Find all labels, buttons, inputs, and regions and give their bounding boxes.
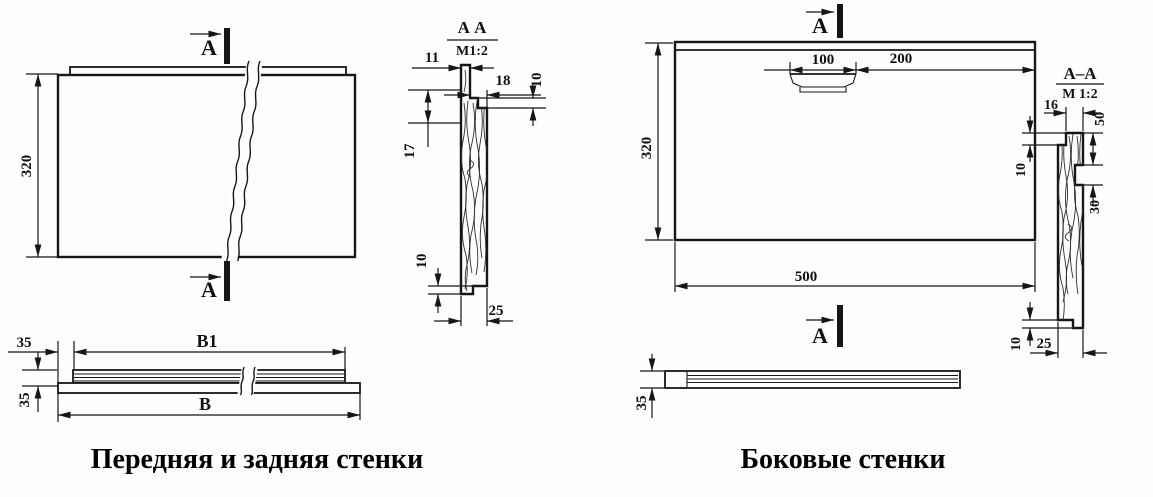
front-back-section-title: А А [457, 18, 487, 37]
dim-overall-length-B [58, 394, 360, 420]
dim-height-320 [19, 74, 58, 257]
dim-10-side-bottom-label: 10 [1009, 337, 1024, 351]
section-mark-top [190, 28, 230, 64]
side-elevation [639, 4, 1035, 348]
front-back-elevation [19, 28, 355, 302]
dim-inner-length-B1 [74, 331, 345, 369]
front-back-section-scale: М1:2 [456, 44, 488, 59]
side-section-mark-bottom [806, 305, 843, 348]
front-back-section-view [402, 18, 546, 326]
dim-thickness-35 [17, 352, 57, 412]
dim-side-length-500 [675, 242, 1035, 292]
dim-200-label: 200 [889, 51, 913, 67]
dim-30-label: 30 [1088, 200, 1103, 214]
dim-10-fold-label: 10 [1014, 163, 1029, 177]
section-letter-bottom: А [201, 277, 217, 302]
dim-500-label: 500 [794, 269, 818, 285]
dim-side-thickness-35 [634, 354, 664, 418]
dim-50-label: 50 [1093, 112, 1108, 126]
front-back-plan [8, 331, 360, 422]
side-section-mark-top [806, 4, 843, 38]
dim-top-offset-50 [1083, 112, 1108, 165]
dim-10-bottom-label: 10 [414, 253, 430, 269]
dim-recess-height-30 [1083, 185, 1103, 214]
section-mark-bottom [190, 261, 230, 302]
dim-16-label: 16 [1044, 98, 1058, 113]
side-plan [634, 354, 960, 418]
dim-35-thickness-label: 35 [17, 392, 33, 408]
dim-10-top-label: 10 [529, 72, 545, 88]
dim-B1-label: В1 [196, 331, 218, 351]
dim-B-label: В [198, 394, 212, 414]
side-caption: Боковые стенки [740, 444, 946, 475]
dim-side-height-320 [639, 43, 673, 240]
section-letter-top: А [201, 35, 217, 60]
side-section-title: А–А [1063, 64, 1097, 83]
dim-17-label: 17 [402, 143, 418, 159]
side-section-scale: М 1:2 [1062, 87, 1098, 102]
dim-end-offset-35 [8, 335, 74, 422]
side-section-letter-top: А [812, 13, 828, 38]
dim-25-label: 25 [488, 303, 504, 319]
dim-320-label: 320 [19, 154, 35, 178]
dim-25-side-label: 25 [1036, 336, 1052, 352]
dim-side-35-label: 35 [634, 395, 650, 411]
side-section-letter-bottom: А [812, 323, 828, 348]
dim-35-offset-label: 35 [16, 335, 32, 351]
dim-100-label: 100 [811, 52, 835, 68]
dim-lip-height-17 [402, 90, 461, 159]
dim-18-label: 18 [495, 73, 511, 89]
front-back-caption: Передняя и задняя стенки [90, 444, 424, 475]
dim-11-label: 11 [424, 50, 440, 66]
dim-side-320-label: 320 [639, 136, 655, 160]
